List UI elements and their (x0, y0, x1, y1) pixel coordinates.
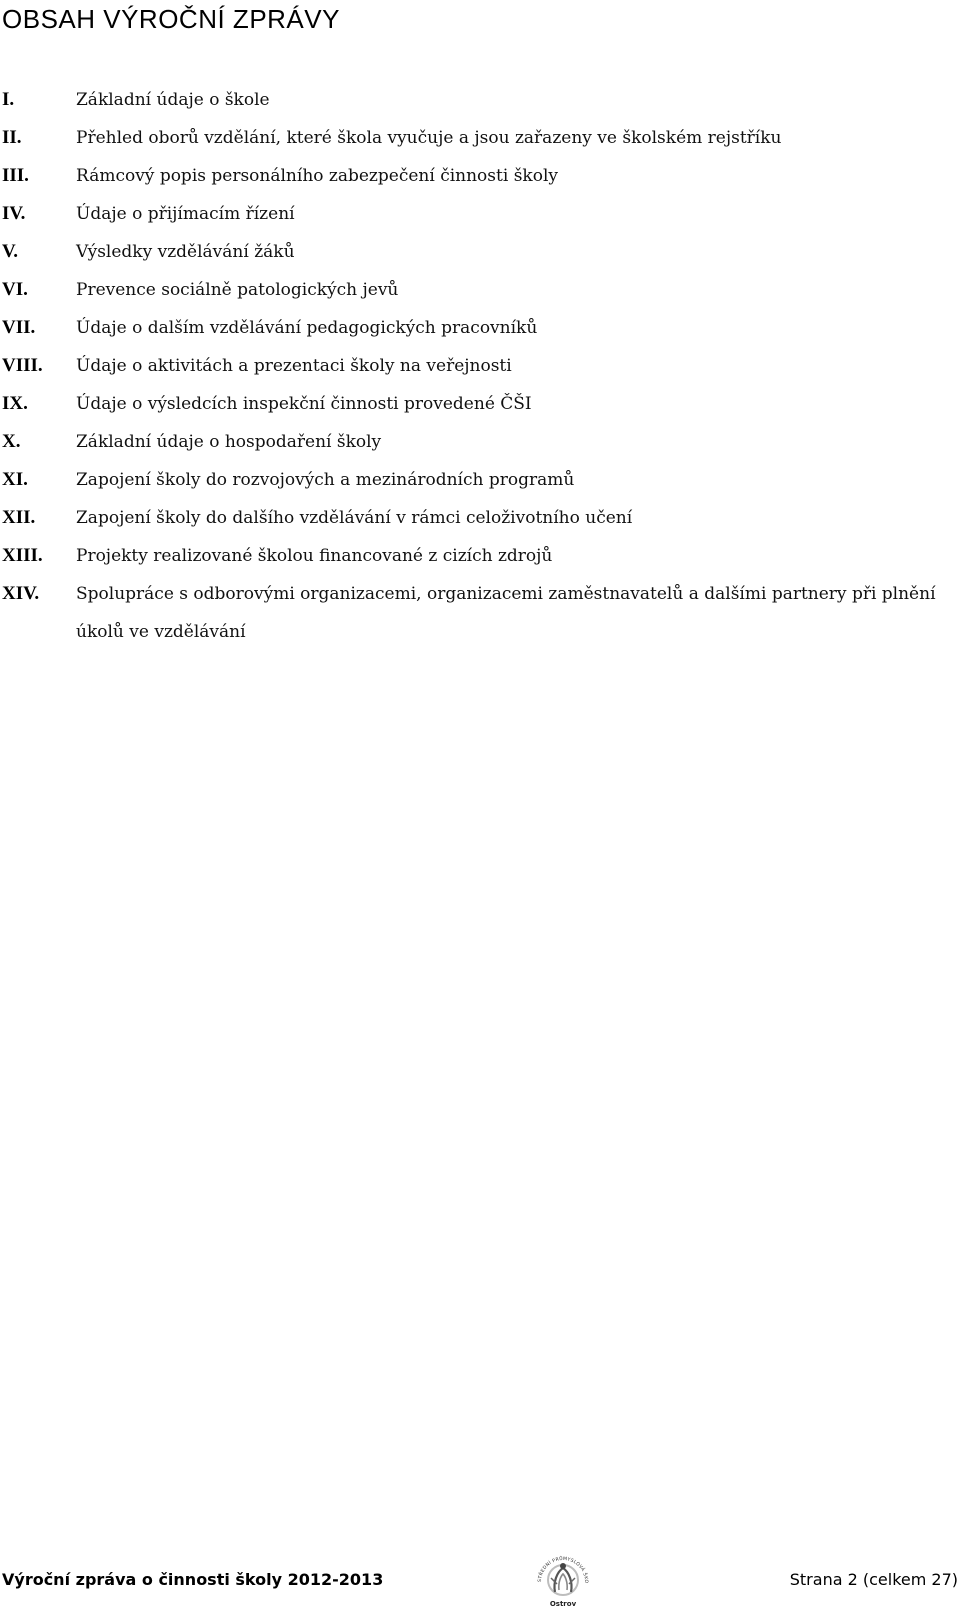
toc-item-number: I. (2, 89, 15, 110)
toc-item-text: Údaje o přijímacím řízení (76, 204, 295, 224)
toc-item-text: Základní údaje o škole (76, 90, 270, 110)
toc-item-text: Údaje o dalším vzdělávání pedagogických pracovníků (76, 318, 538, 338)
toc-item (0, 581, 960, 657)
toc-item-text: Přehled oborů vzdělání, které škola vyučuje a jsou zařazeny ve školském rejstříku (76, 128, 782, 148)
toc-item-text: Údaje o výsledcích inspekční činnosti provedené ČŠI (76, 394, 532, 414)
footer-page-number: Strana 2 (celkem 27) (789, 1570, 958, 1589)
toc-item-number: XIV. (2, 583, 40, 604)
toc-item-number: VIII. (2, 355, 43, 376)
toc-item-text: Projekty realizované školou financované z cizích zdrojů (76, 546, 553, 566)
toc-item-text: Spolupráce s odborovými organizacemi, organizacemi zaměstnavatelů a dalšími partnery při plnění úkolů ve vzdělávání (76, 584, 936, 642)
svg-text:STŘEDNÍ PRŮMYSLOVÁ ŠKOLA: STŘEDNÍ PRŮMYSLOVÁ ŠKO (537, 1556, 589, 1584)
toc-item-text: Výsledky vzdělávání žáků (76, 242, 295, 262)
toc-item-number: XII. (2, 507, 36, 528)
page-footer (0, 1548, 960, 1608)
footer-report-title: Výroční zpráva o činnosti školy 2012-2013 (2, 1570, 384, 1589)
toc-item-text: Údaje o aktivitách a prezentaci školy na veřejnosti (76, 356, 512, 376)
toc-item-number: III. (2, 165, 29, 186)
toc-item-text: Základní údaje o hospodaření školy (76, 432, 382, 452)
toc-item-number: XI. (2, 469, 28, 490)
toc-item-text: Prevence sociálně patologických jevů (76, 280, 399, 300)
page-title: OBSAH VÝROČNÍ ZPRÁVY (2, 4, 340, 34)
toc-item-number: VII. (2, 317, 36, 338)
toc-item-text: Zapojení školy do rozvojových a mezinárodních programů (76, 470, 575, 490)
toc-item-text: Rámcový popis personálního zabezpečení činnosti školy (76, 166, 558, 186)
svg-text:Ostrov: Ostrov (549, 1600, 577, 1608)
toc-item-number: X. (2, 431, 21, 452)
toc-item-number: II. (2, 127, 22, 148)
toc-item-number: XIII. (2, 545, 43, 566)
school-logo-icon (531, 1548, 595, 1608)
toc-item-number: IX. (2, 393, 28, 414)
toc-item-number: VI. (2, 279, 28, 300)
toc-item-number: IV. (2, 203, 26, 224)
toc-item-number: V. (2, 241, 19, 262)
toc-item-text: Zapojení školy do dalšího vzdělávání v rámci celoživotního učení (76, 508, 633, 528)
